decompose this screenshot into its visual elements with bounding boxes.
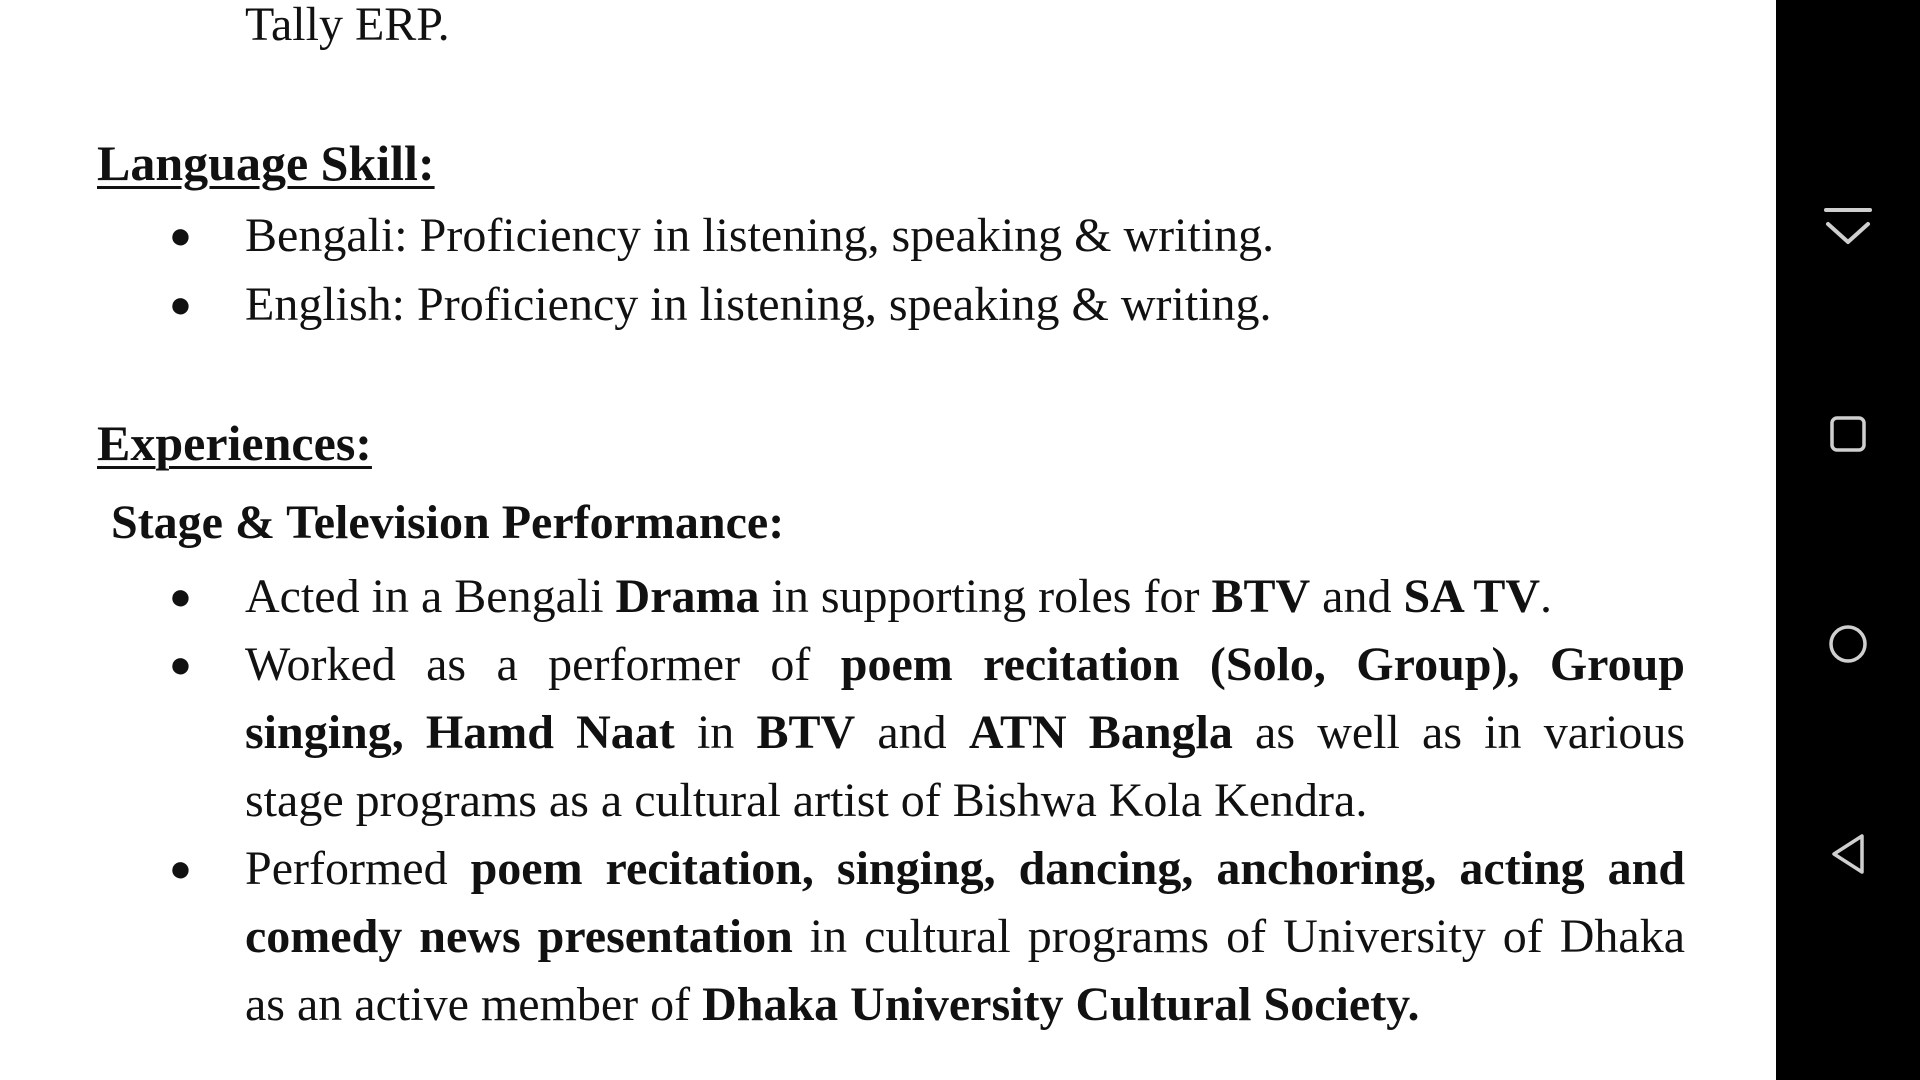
bullet-icon: ● xyxy=(169,284,192,326)
home-icon[interactable] xyxy=(1822,618,1874,670)
experience-item-performer-line3: stage programs as a cultural artist of Bishwa Kola Kendra. xyxy=(245,774,1368,827)
stage-tv-subheading: Stage & Television Performance: xyxy=(111,496,785,549)
experience-item-university-line2: comedy news presentation in cultural programs of University of Dhaka xyxy=(245,910,1685,963)
collapse-icon[interactable] xyxy=(1822,202,1874,254)
bullet-icon: ● xyxy=(169,848,192,890)
back-icon[interactable] xyxy=(1822,828,1874,880)
navigation-bar xyxy=(1776,0,1920,1080)
bullet-icon: ● xyxy=(169,215,192,257)
bullet-icon: ● xyxy=(169,644,192,686)
tally-erp-line: Tally ERP. xyxy=(245,0,450,51)
experience-item-performer-line1: Worked as a performer of poem recitation (Solo, Group), Group xyxy=(245,638,1685,691)
experience-item-performer-line2: singing, Hamd Naat in BTV and ATN Bangla as well as in various xyxy=(245,706,1686,759)
recent-apps-icon[interactable] xyxy=(1822,408,1874,460)
experience-item-university-line3: as an active member of Dhaka University Cultural Society. xyxy=(245,978,1420,1031)
experience-item-drama: Acted in a Bengali Drama in supporting roles for BTV and SA TV. xyxy=(245,570,1552,623)
language-item-bengali: Bengali: Proficiency in listening, speaking & writing. xyxy=(245,209,1275,262)
experiences-heading: Experiences: xyxy=(97,415,372,471)
bullet-icon: ● xyxy=(169,576,192,618)
language-item-english: English: Proficiency in listening, speaking & writing. xyxy=(245,278,1272,331)
language-skill-heading: Language Skill: xyxy=(97,135,435,191)
experience-item-university-line1: Performed poem recitation, singing, dancing, anchoring, acting and xyxy=(245,842,1686,895)
